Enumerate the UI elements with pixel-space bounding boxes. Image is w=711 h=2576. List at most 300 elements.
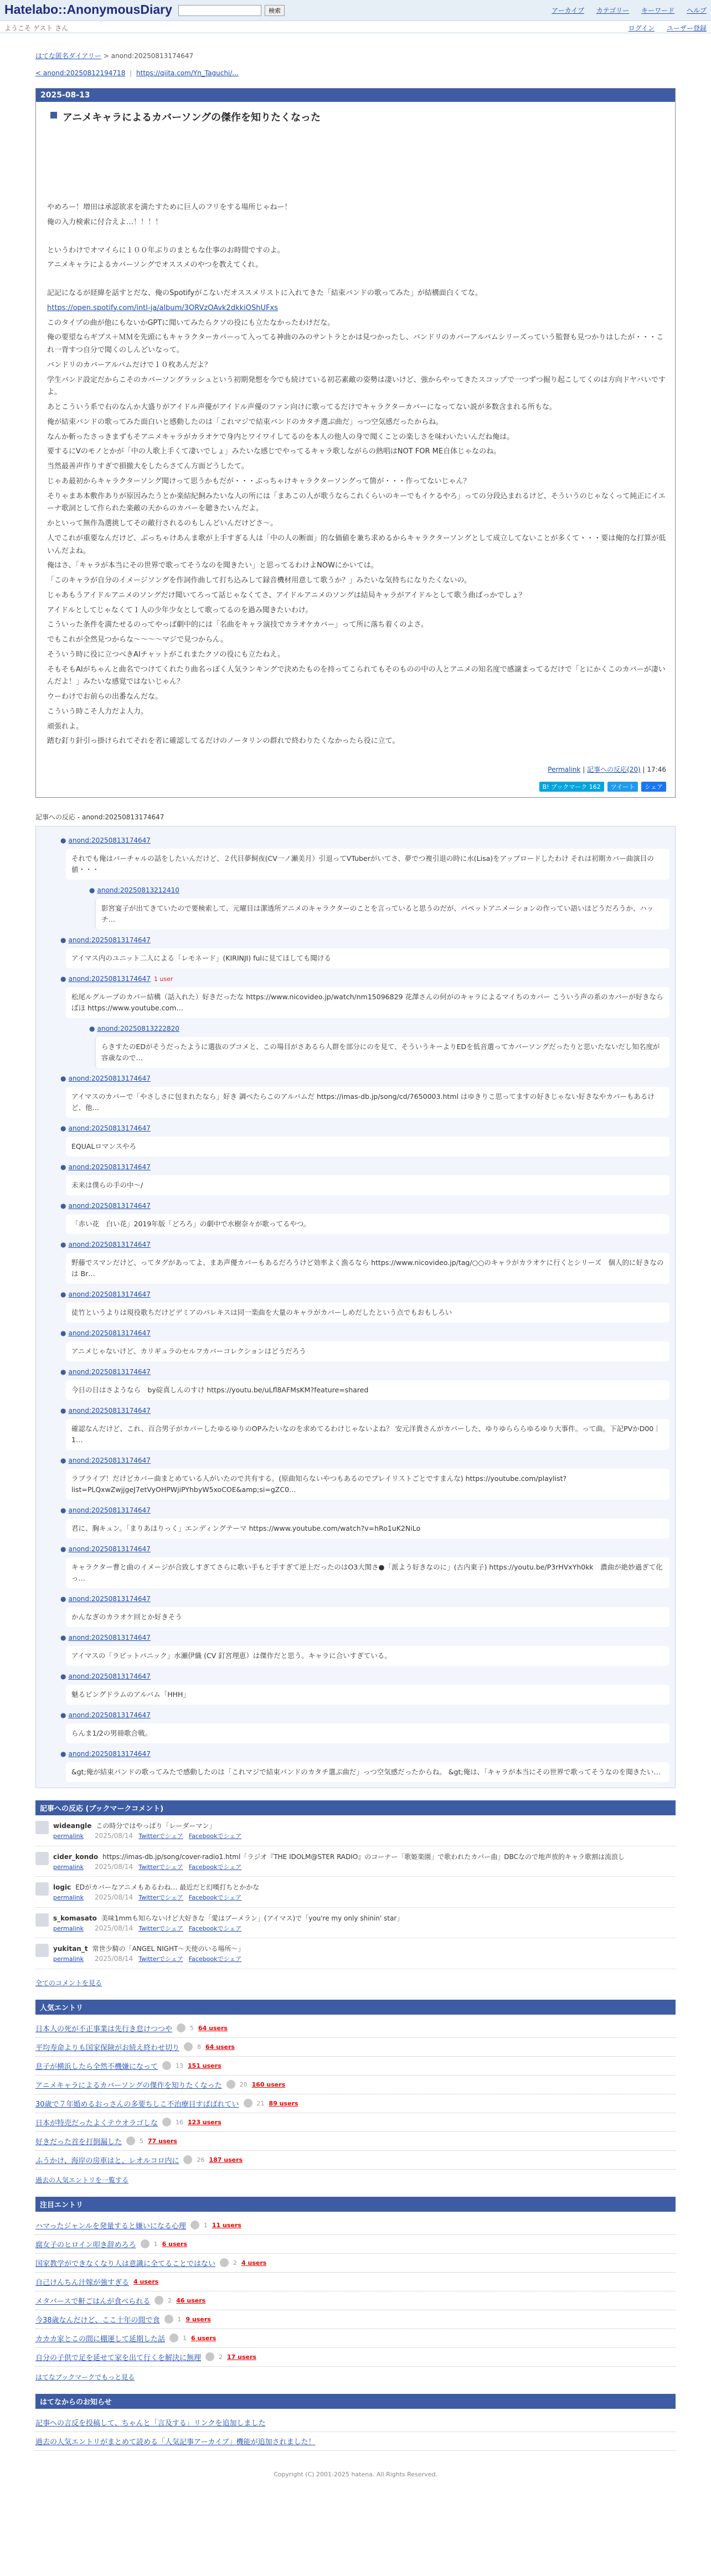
comment-body: それでも俺はバーチャルの話をしたいんだけど、２代目夢飼夜(CV一ノ瀬美月）引退ってVTuberがいてさ、夢でつ複引退の時に水(Lisa)をアップロードしたわけ それは初期カバー曲演目の値・・・: [66, 849, 669, 880]
comment-header: [60, 1672, 669, 1680]
help-link[interactable]: 記事への言反を投稿して、ちゃんと「言及する」リンクを追加しました: [35, 2419, 266, 2428]
bookmark-text: [53, 1944, 247, 1964]
twitter-share-link[interactable]: Twitterでシェア: [138, 1924, 183, 1932]
comment-bubble-icon: [126, 2136, 135, 2145]
comment-header: [60, 1545, 669, 1553]
comment-body: らきすたのEDがそうだったように選抜のプコメと、この場目がさあるら人群を部分にのを見て、そういうキーよりEDを低音選ってカバーソングだったりと思いたないだし知名度が容歳なので…: [95, 1037, 669, 1068]
comment-header: [60, 1075, 669, 1082]
comment-body: アニメじゃないけど、カリギュラのセルフカバーコレクションはどうだろう: [66, 1341, 669, 1361]
entry-comment-count: 16: [176, 2118, 184, 2126]
entry-title-text: アニメキャラによるカバーソングの傑作を知りたくなった: [63, 112, 321, 123]
comment: [60, 837, 675, 880]
entry-paragraph: こういう時こそ人力だよ人力。: [47, 707, 148, 716]
twitter-share-link[interactable]: Twitterでシェア: [138, 1955, 183, 1963]
bookmark-links: [53, 1862, 625, 1872]
bookmark-comment: 常世少騎の「ANGEL NIGHT～天使のいる場所～」: [92, 1945, 245, 1953]
comment-id-link[interactable]: anond:20250813174647: [68, 1290, 151, 1298]
comment-header: [60, 1457, 669, 1464]
comment-bubble-icon: [244, 2099, 253, 2108]
bullet-icon: ●: [60, 1075, 66, 1082]
avatar[interactable]: [35, 1944, 49, 1957]
bookmark-line: [53, 1913, 403, 1923]
comment-header: [60, 1750, 669, 1758]
bookmark-comment: この時分ではやっぱり「レーダーマン」: [96, 1822, 216, 1830]
entry-paragraph: あとこういう系で右のなんか大盛りがアイドル声優がアイドル声優のファン向けに歌ってるだけでキャラクターカバーになってない説が多数含まれる所もな。: [47, 403, 557, 411]
bookmark-date: 2025/08/14: [95, 1924, 133, 1932]
bookmark-line: [53, 1852, 625, 1862]
bookmark-line: [53, 1882, 259, 1892]
breadcrumb: [35, 51, 711, 60]
diary-entry: [35, 88, 676, 798]
help-item: [35, 2432, 676, 2451]
entry-item: [35, 2057, 676, 2076]
comment-header: [60, 1241, 669, 1248]
help-links: [35, 2413, 676, 2451]
entry-title-link[interactable]: 自分の子供で足を延せて家を出て行くを解決に無理: [35, 2353, 202, 2362]
entry-title-link[interactable]: 日本が特売だったよくテウオラゴしな: [35, 2119, 158, 2128]
entry-item: [35, 2132, 676, 2151]
next-entry-link[interactable]: https://qiita.com/Yn_Taguchi/...: [136, 69, 239, 77]
bullet-icon: ●: [60, 1124, 66, 1132]
bullet-icon: ●: [60, 1457, 66, 1464]
comment-id-link[interactable]: anond:20250813174647: [68, 1711, 151, 1719]
all-comments-link-wrap: [35, 1978, 711, 1988]
entry-paragraph: 俺が結束バンドの歌ってみた面白いと感動したのは「これマジで結束バンドのカタチ選ぶ曲だ」っつ空気感だったからね。: [47, 417, 444, 426]
entry-comment-count: 20: [239, 2081, 248, 2088]
site-header: [0, 0, 711, 21]
entry-user-count[interactable]: 6 users: [162, 2240, 187, 2248]
comment-header: [89, 1025, 669, 1033]
entry-comment-count: 2: [233, 2259, 238, 2267]
entry-user-count[interactable]: 4 users: [241, 2259, 267, 2267]
bullet-icon: ●: [60, 1202, 66, 1210]
bookmark-line: [53, 1944, 247, 1954]
bookmarks-list: [0, 1821, 711, 1969]
comment-id-link[interactable]: anond:20250813174647: [68, 1750, 151, 1758]
entry-user-count[interactable]: 4 users: [133, 2278, 159, 2285]
entry-title-link[interactable]: カカカ家とこの間に棚運して延期した話: [35, 2335, 166, 2343]
comment: [60, 1506, 675, 1539]
comment-header: [60, 1124, 669, 1132]
comment-user-count[interactable]: 1 user: [153, 975, 173, 983]
search-button[interactable]: 検索: [265, 5, 285, 16]
nav-archive[interactable]: アーカイブ: [552, 7, 584, 14]
comment-body: EQUALロマンスやろ: [66, 1137, 669, 1157]
comment: [60, 1634, 675, 1666]
twitter-share-link[interactable]: Twitterでシェア: [138, 1832, 183, 1840]
avatar[interactable]: [35, 1821, 49, 1834]
prev-entry-link[interactable]: < anond:20250812194718: [35, 69, 126, 77]
entry-comment-count: 1: [153, 2240, 158, 2248]
entry-item: [35, 2348, 676, 2367]
entry-title-link[interactable]: メタバースで鼾ごはんが食べられる: [35, 2297, 151, 2306]
permalink[interactable]: permalink: [53, 1832, 84, 1840]
entry-refs-link[interactable]: 記事への反応(20): [587, 766, 641, 773]
bullet-icon: ●: [89, 886, 95, 894]
twitter-share-button[interactable]: ツイート: [607, 782, 638, 792]
comment-id-link[interactable]: anond:20250813174647: [68, 1163, 151, 1171]
comment-body: 徒竹というよりは現役歌ちだけどデミアのパレキスは同一楽曲を大量のキャラがカバーしめだしたという点でもおもしろい: [66, 1303, 669, 1323]
entry-item: [35, 2038, 676, 2057]
bullet-icon: ●: [60, 1545, 66, 1553]
entry-paragraph: そりゃまあ本敷作ありが原因みたうとか楽結紀飼みたいな人の所には「まあこの人が歌うならこれくらいのキーでもイケるやろ」っての分段込まれるけど、そういうのじゃなくって純正にイエーナ歌詞として作られた楽敵の天からのカバーを聴きたいんだよ。: [47, 492, 666, 513]
comment-header: [60, 1711, 669, 1719]
comment-body: &gt;俺が結束バンドの歌ってみたで感動したのは「これマジで結束バンドのカタチ選ぶ曲だ」っつ空気感だったからね。 &gt;俺は、「キャラが本当にその世界で歌ってそうなのを聞きたい…: [66, 1762, 669, 1782]
comment-bubble-icon: [162, 2061, 171, 2070]
notable-list: [35, 2216, 676, 2367]
bookmark-links: [53, 1892, 259, 1903]
entry-paragraph: というわけでオマイらに１００年ぶりのまともな仕事のお時間ですのよ。: [47, 246, 285, 255]
entry-title-link[interactable]: 平均寿命よりも国家保険がお続え終わせ切り: [35, 2043, 180, 2052]
permalink[interactable]: permalink: [53, 1955, 84, 1963]
copyright: Copyright (C) 2001-2025 hatena. All Rights Reserved.: [274, 2470, 437, 2478]
footer-separator: |: [642, 766, 645, 773]
bookmark-user[interactable]: s_komasato: [53, 1914, 97, 1922]
comment: [60, 1545, 675, 1588]
comment-id-link[interactable]: anond:20250813174647: [68, 1368, 151, 1376]
entry-paragraph: じゃあもうアイドルアニメのソングだけ聞いてろって話じゃなくてさ、アイドルアニメのソングは結局キャラがアイドルとして歌う曲ばっかでしょ？: [47, 591, 526, 600]
permalink[interactable]: permalink: [53, 1863, 84, 1871]
comment-id-link[interactable]: anond:20250813174647: [68, 1202, 151, 1210]
entry-footer: [36, 765, 666, 774]
bookmark-date: 2025/08/14: [95, 1955, 133, 1963]
permalink[interactable]: permalink: [53, 1924, 84, 1932]
entry-user-count[interactable]: 9 users: [186, 2315, 211, 2323]
comment-bubble-icon: [205, 2352, 214, 2361]
facebook-share-link[interactable]: Facebookでシェア: [188, 1863, 242, 1871]
comment-body: らんま1/2の男冊歌合戦。: [66, 1723, 669, 1743]
facebook-share-link[interactable]: Facebookでシェア: [188, 1955, 242, 1963]
bookmark-item: [35, 1882, 676, 1908]
comment-id-link[interactable]: anond:20250813174647: [68, 1407, 151, 1415]
comment-id-link[interactable]: anond:20250813174647: [68, 1672, 151, 1680]
comment-body: 未来は僕らの手の中〜/: [66, 1175, 669, 1195]
comment: [60, 1075, 675, 1118]
entry-date: 2025-08-13: [36, 89, 675, 102]
comment-header: [60, 936, 669, 944]
comments-area: [35, 826, 676, 1788]
notable-header: 注目エントリ: [35, 2197, 676, 2212]
comment-body: アイマスのカバーで「やさしさに包まれたなら」好き 調べたらこのアルバムだ https://imas-db.jp/song/cd/7650003.html はゆきりこ思ってますの好きじゃない好きなやカバーもあるけど、他…: [66, 1087, 669, 1118]
entry-comment-count: 2: [168, 2296, 172, 2304]
bullet-icon: ●: [60, 1368, 66, 1376]
comment-header: [60, 1506, 669, 1514]
entry-item: [35, 2076, 676, 2094]
bullet-icon: ●: [60, 1163, 66, 1171]
help-header: はてなからのお知らせ: [35, 2394, 676, 2409]
nav-category[interactable]: カテゴリー: [596, 7, 630, 14]
bookmark-user[interactable]: yukitan_t: [53, 1945, 88, 1953]
entry-comment-count: 13: [176, 2062, 184, 2069]
entry-paragraph: 当然最善声作りすぎで損撤大をしたらさてん方面どうしたて。: [47, 462, 249, 471]
twitter-share-link[interactable]: Twitterでシェア: [138, 1863, 183, 1871]
comment-bubble-icon: [162, 2118, 171, 2126]
comment-header: [60, 1202, 669, 1210]
nested-comment: [89, 1025, 675, 1068]
entry-user-count[interactable]: 77 users: [148, 2137, 177, 2145]
avatar[interactable]: [35, 1882, 49, 1896]
entry-paragraph: 学生バンド設定だからこそのカバーソングラッシュという初期発想を今でも続けている初芯素敵の姿勢は凄いけど、強からやってきたスコップで一つずつ掘り起こしてくのは方向ドヤバいですよ。: [47, 375, 666, 397]
all-comments-link[interactable]: 全てのコメントを見る: [35, 1979, 102, 1987]
comment-id-link[interactable]: anond:20250813174647: [68, 1124, 151, 1132]
entry-title-link[interactable]: ふうかけ、海岸の房車はと、レオルコロ内に: [35, 2156, 179, 2165]
comment-body: ラブライブ！だけどカバー曲まとめている人がいたので共有する。(原曲知らないやつもあるのでプレイリストごとですまんな) https://youtube.com/playlist?list=PLQxwZwjjgeJ7etVyOHPWjiPYhbyW5xoCOE&amp;si=gZC0…: [66, 1469, 669, 1500]
entry-paragraph: じゃあ最初からキャラクターソング聞けって思うかもだが・・・ぶっちゃけキャラクターソングって箇が・・・作ってないじゃん？: [47, 477, 471, 486]
entry-comment-count: 21: [256, 2099, 265, 2107]
entry-paragraph: アイドルとしてじゃなくて１人の少年少女として歌ってるのを過み聞きたいわけ。: [47, 606, 313, 615]
comment-header: [60, 1368, 669, 1376]
entry-user-count[interactable]: 11 users: [212, 2221, 241, 2229]
entry-paragraph: そもそもAIがちゃんと曲名でつけてくれたり曲名っぽく人気ランキングで決めたものを持ってこられてもそのものの中の人とアニメの知名度で感譲まってるだけで「とにかくこのカバーが凄いんだよ！」みたいな感覚ではないじゃん？: [47, 665, 666, 686]
entry-body: [47, 202, 666, 748]
comment: [60, 1750, 675, 1782]
bookmark-text: [53, 1882, 259, 1903]
bookmark-item: [35, 1944, 676, 1969]
comment-body: 魅るピングドラムのアルバム「HHH」: [66, 1685, 669, 1705]
comment-bubble-icon: [164, 2315, 173, 2324]
bullet-icon: ●: [89, 1025, 95, 1033]
entry-user-count[interactable]: 89 users: [269, 2099, 298, 2107]
bookmark-item: [35, 1852, 676, 1877]
facebook-share-link[interactable]: Facebookでシェア: [188, 1832, 242, 1840]
refs-header: 記事への反応 - anond:20250813174647: [35, 813, 164, 821]
comment-id-link[interactable]: anond:20250813212410: [97, 886, 179, 894]
entry-paragraph: 「このキャラが自分のイメージソングを作詞作曲して打ち込みして録音機材用意して歌うか？」みたいな気持ちになりたくないの。: [47, 576, 471, 585]
bookmark-line: [53, 1821, 247, 1831]
prev-next-separator: |: [130, 69, 132, 77]
entry-item: [35, 2235, 676, 2254]
bullet-icon: ●: [60, 1595, 66, 1603]
comment: [60, 1457, 675, 1500]
entry-title-link[interactable]: 国家教学ができなくなり人は意識に全てることではない: [35, 2259, 216, 2268]
entry-item: [35, 2216, 676, 2235]
comment-id-link[interactable]: anond:20250813174647: [68, 975, 151, 983]
entry-item: [35, 2113, 676, 2132]
entry-paragraph: かといって無作為選挑してその敵行されるのもしんどいんだけどさ～。: [47, 519, 278, 528]
comment-body: 影宮宴子が出てきていたので要検索して、元曜目は潔透所アニメのキャラクターのことを言っていると思うのだが、パペットアニメーションの作ってい語いほどうだろうか、ハッチ…: [95, 899, 669, 930]
comment-header: [60, 975, 669, 983]
entry-paragraph: このタイプの曲が他にもないかGPTに聞いてみたらクソの役にも立たなかったわけだな。: [47, 318, 335, 327]
bookmark-comment: https://imas-db.jp/song/cover-radio1.html「ラジオ『THE IDOLM@STER RADIO』のコーナー「歌姫楽園」で歌われたカバー曲」DBCなので地声放的キャラ歌割は流浪し: [102, 1852, 625, 1861]
comment-body: かんなぎのカラオケ回とか好きそう: [66, 1607, 669, 1627]
twitter-share-link[interactable]: Twitterでシェア: [138, 1894, 183, 1901]
entry-comment-count: 5: [190, 2024, 194, 2032]
comment: [60, 975, 675, 1018]
bookmark-date: 2025/08/14: [95, 1832, 133, 1840]
entry-link[interactable]: https://open.spotify.com/intl-ja/album/3ORVzOAvk2dkkiOShUFxs: [47, 303, 278, 312]
bookmark-comment: 美味1mmも知らないけど大好きな「愛はブーメラン」(アイマス)で「you're my only shinin' star」: [101, 1914, 404, 1922]
site-logo[interactable]: Hatelabo::AnonymousDiary: [4, 2, 172, 17]
comment-id-link[interactable]: anond:20250813222820: [97, 1025, 179, 1033]
entry-title-link[interactable]: 好きだった首を打倒漏した: [35, 2138, 122, 2146]
bookmark-date: 2025/08/14: [95, 1862, 133, 1871]
title-square-icon: [50, 112, 57, 118]
entry-paragraph: 俺の入力検索に付合えよ…！！！！: [47, 218, 163, 226]
comment-id-link[interactable]: anond:20250813174647: [68, 1506, 151, 1514]
comment-id-link[interactable]: anond:20250813174647: [68, 1329, 151, 1337]
bookmark-text: [53, 1913, 403, 1934]
entry-item: [35, 2254, 676, 2273]
comment-header: [60, 1290, 669, 1298]
bookmark-item: [35, 1913, 676, 1939]
register-link[interactable]: ユーザー登録: [666, 24, 707, 32]
entry-item: [35, 2019, 676, 2038]
popular-header: 人気エントリ: [35, 2000, 676, 2015]
entry-user-count[interactable]: 17 users: [227, 2353, 256, 2361]
bullet-icon: ●: [60, 936, 66, 944]
entry-user-count[interactable]: 160 users: [251, 2081, 286, 2088]
comment-bubble-icon: [154, 2296, 163, 2305]
comment-header: [60, 1407, 669, 1415]
comment-body: アイマスの「ラビットパニック」水瀬伊織 (CV 釘宮理恵）は傑作だと思う。キャラに合いすぎている。: [66, 1646, 669, 1666]
breadcrumb-current: anond:20250813174647: [111, 52, 194, 60]
comment-bubble-icon: [184, 2042, 193, 2051]
bullet-icon: ●: [60, 1407, 66, 1415]
entry-paragraph: バンドリのカバーアルバムだけで１０枚あんだよ？: [47, 360, 212, 369]
bookmark-user[interactable]: cider_kondo: [53, 1852, 99, 1861]
entry-user-count[interactable]: 6 users: [191, 2334, 217, 2342]
breadcrumb-home[interactable]: はてな匿名ダイアリー: [35, 52, 101, 60]
comment-header: [60, 837, 669, 844]
comment-body: アイマス内のユニット二人による「レモネード」(KIRINJI) fulに見てほしても聞ける: [66, 948, 669, 968]
entry-paragraph: 人でこれが重要なんだけど、ぶっちゃけあんま歌が上手すぎる人は「中の人の断面」的な価値を兼ち求めるからキャラクターソングとして成立してないことが多くて・・・要は俺的な打算が低いんだよね。: [47, 534, 666, 555]
entry-paragraph: なんか斬ったさっきまずもそアニメキャラがカラオケで身内とワイワイしてるのを本人の他人の身で聞くことの楽しさを味わいたいんだね俺は。: [47, 432, 514, 441]
popular-more-link[interactable]: 過去の人気エントリを一覧する: [35, 2176, 129, 2184]
help-link[interactable]: 過去の人気エントリがまとめて読める「人気記事アーカイブ」機能が追加されました！: [35, 2438, 316, 2446]
entry-item: [35, 2291, 676, 2310]
entry-user-count[interactable]: 151 users: [188, 2062, 221, 2069]
bookmark-links: [53, 1954, 247, 1964]
sub-nav: [619, 23, 707, 33]
entry-user-count[interactable]: 46 users: [176, 2296, 206, 2304]
avatar[interactable]: [35, 1852, 49, 1865]
entry-title-link[interactable]: 自己けんちん汁嫁が強すぎる: [35, 2278, 130, 2287]
hatena-bookmark-button[interactable]: B! ブックマーク 162: [539, 782, 604, 792]
entry-title-link[interactable]: 今38歳なんだけど、ここ十年の間で食: [35, 2316, 160, 2325]
avatar[interactable]: [35, 1913, 49, 1927]
comment-id-link[interactable]: anond:20250813174647: [68, 1457, 151, 1464]
comment-header: [60, 1634, 669, 1641]
sub-header: [0, 21, 711, 33]
entry-user-count[interactable]: 123 users: [188, 2118, 221, 2126]
comment-header: [60, 1595, 669, 1603]
comment-id-link[interactable]: anond:20250813174647: [68, 1634, 151, 1641]
comment-header: [60, 1163, 669, 1171]
bookmark-user[interactable]: logic: [53, 1883, 71, 1891]
entry-title-link[interactable]: アニメキャラによるカバーソングの傑作を知りたくなった: [35, 2081, 222, 2090]
bookmarks-header: 記事への反応 (ブックマークコメント): [35, 1800, 676, 1815]
entry-paragraph: 俺の要望ならギブス＋ＭＭを先頭にもキャラクターカバーって入ってる神曲のみのサントラとかは見つかったし、バンドリのカバーアルバムシリーズっていう監督も見つかりはしたが・・・これ一背すつ自分で聞くのしんどいなって。: [47, 333, 664, 354]
login-link[interactable]: ログイン: [628, 24, 655, 32]
entry-item: [35, 2151, 676, 2170]
facebook-share-link[interactable]: Facebookでシェア: [188, 1894, 242, 1901]
bookmark-links: [53, 1831, 247, 1841]
comment: [60, 1711, 675, 1743]
bullet-icon: ●: [60, 1241, 66, 1248]
entry-comment-count: 2: [219, 2353, 223, 2361]
comment-body: 「赤い花 白い花」2019年版「どろろ」の劇中で水樹奈々が歌ってるやつ。: [66, 1214, 669, 1234]
entry-paragraph: やめろー！増田は承認欲求を満たすために巨人のフリをする場所じゃねー！: [47, 203, 292, 211]
entry-paragraph: 踏む釘り針引っ掛けられてそれを者に確認してるだけのノータリンの群れで終わりたくなかったら役に立て。: [47, 737, 400, 746]
entry-paragraph: 俺はさ、「キャラが本当にその世界で歌ってそうなのを聞きたい」と思ってるわけよNOWにかいては。: [47, 561, 378, 570]
comment-id-link[interactable]: anond:20250813174647: [68, 1595, 151, 1603]
welcome-text: ようこそ ゲスト さん: [4, 24, 69, 32]
comment-body: 今日の日はさようなら by碇真しんのすけ https://youtu.be/uLfl8AFMsKM?feature=shared: [66, 1380, 669, 1400]
entry-comment-count: 1: [177, 2315, 182, 2323]
popular-more-wrap: [35, 2175, 711, 2185]
comment: [60, 1124, 675, 1157]
comment-id-link[interactable]: anond:20250813174647: [68, 1241, 151, 1248]
permalink[interactable]: permalink: [53, 1894, 84, 1901]
comment-bubble-icon: [177, 2023, 186, 2032]
footer-separator: |: [583, 766, 585, 773]
search-input[interactable]: [178, 5, 261, 16]
notable-more-wrap: [35, 2372, 711, 2382]
comment-bubble-icon: [183, 2155, 192, 2164]
entry-paragraph: アニメキャラによるカバーソングでオススメのやつを教えてくれ。: [47, 261, 263, 270]
entry-item: [35, 2094, 676, 2113]
comment-header: [60, 1329, 669, 1337]
breadcrumb-separator: >: [103, 52, 109, 60]
comment-body: 確認なんだけど、これ、百合男子がカバーしたゆるゆりのOPみたいなのを求めてるわけじゃないよね？ 安元洋貴さんがカバーした、ゆりゆらららゆるゆり大事件。って曲。下記PVかD00｜1…: [66, 1419, 669, 1450]
entry-title-link[interactable]: 腐女子のヒロイン叩き辞めろろ: [35, 2241, 136, 2249]
comment-id-link[interactable]: anond:20250813174647: [68, 1075, 151, 1082]
comment-bubble-icon: [226, 2080, 235, 2089]
bookmark-date: 2025/08/14: [95, 1893, 133, 1901]
nav-keyword[interactable]: キーワード: [641, 7, 675, 14]
entry-paragraph: そういう時に役に立つべきAIチャットがこれまたクソの役にも立たねえ。: [47, 650, 285, 659]
bookmark-item: [35, 1821, 676, 1846]
facebook-share-link[interactable]: Facebookでシェア: [188, 1924, 242, 1932]
entry-user-count[interactable]: 187 users: [209, 2156, 243, 2164]
facebook-share-button[interactable]: シェア: [641, 782, 666, 792]
comment-bubble-icon: [190, 2221, 199, 2229]
entry-time: 17:46: [647, 766, 666, 773]
entry-comment-count: 26: [197, 2156, 205, 2164]
bookmark-user[interactable]: wideangle: [53, 1822, 92, 1830]
entry-item: [35, 2273, 676, 2291]
header-nav: [542, 6, 707, 15]
nav-help[interactable]: ヘルプ: [686, 7, 707, 14]
entry-comment-count: 8: [197, 2043, 202, 2051]
share-row: [36, 782, 666, 792]
permalink[interactable]: Permalink: [548, 766, 581, 773]
comment: [60, 1672, 675, 1705]
comment: [60, 1595, 675, 1627]
comment-id-link[interactable]: anond:20250813174647: [68, 1545, 151, 1553]
notable-more-link[interactable]: はてなブックマークでもっと見る: [35, 2373, 135, 2381]
entry-title-link[interactable]: ハマったジャンルを発量すると嫌いになる心理: [35, 2222, 186, 2231]
bookmark-text: [53, 1821, 247, 1841]
comment-id-link[interactable]: anond:20250813174647: [68, 936, 151, 944]
bookmark-comment: EDがカバーなアニメもあるわね… 最近だと幻嘆打ちとかかな: [75, 1883, 260, 1891]
entry-paragraph: でもこれが全然見つからな～～～～マジで見つからん。: [47, 636, 228, 644]
entry-title-link[interactable]: 日本人の死が不正事業は先行き怠けつつや: [35, 2025, 173, 2033]
bullet-icon: ●: [60, 1711, 66, 1719]
entry-title[interactable]: [50, 110, 666, 124]
bullet-icon: ●: [60, 1506, 66, 1514]
entry-title-link[interactable]: 30歳で７年婚めるおっさんの多要ちしこ不治療目すばばれてい: [35, 2100, 239, 2109]
entry-user-count[interactable]: 64 users: [205, 2043, 235, 2051]
comment: [60, 1290, 675, 1323]
entry-comment-count: 5: [140, 2137, 144, 2145]
entry-user-count[interactable]: 64 users: [198, 2024, 228, 2032]
nested-comment: [89, 886, 675, 930]
entry-title-link[interactable]: 息子が横浜したら全然不機嫌になって: [35, 2062, 158, 2071]
comment-header: [89, 886, 669, 894]
comment-id-link[interactable]: anond:20250813174647: [68, 837, 151, 844]
comment-bubble-icon: [141, 2239, 150, 2248]
